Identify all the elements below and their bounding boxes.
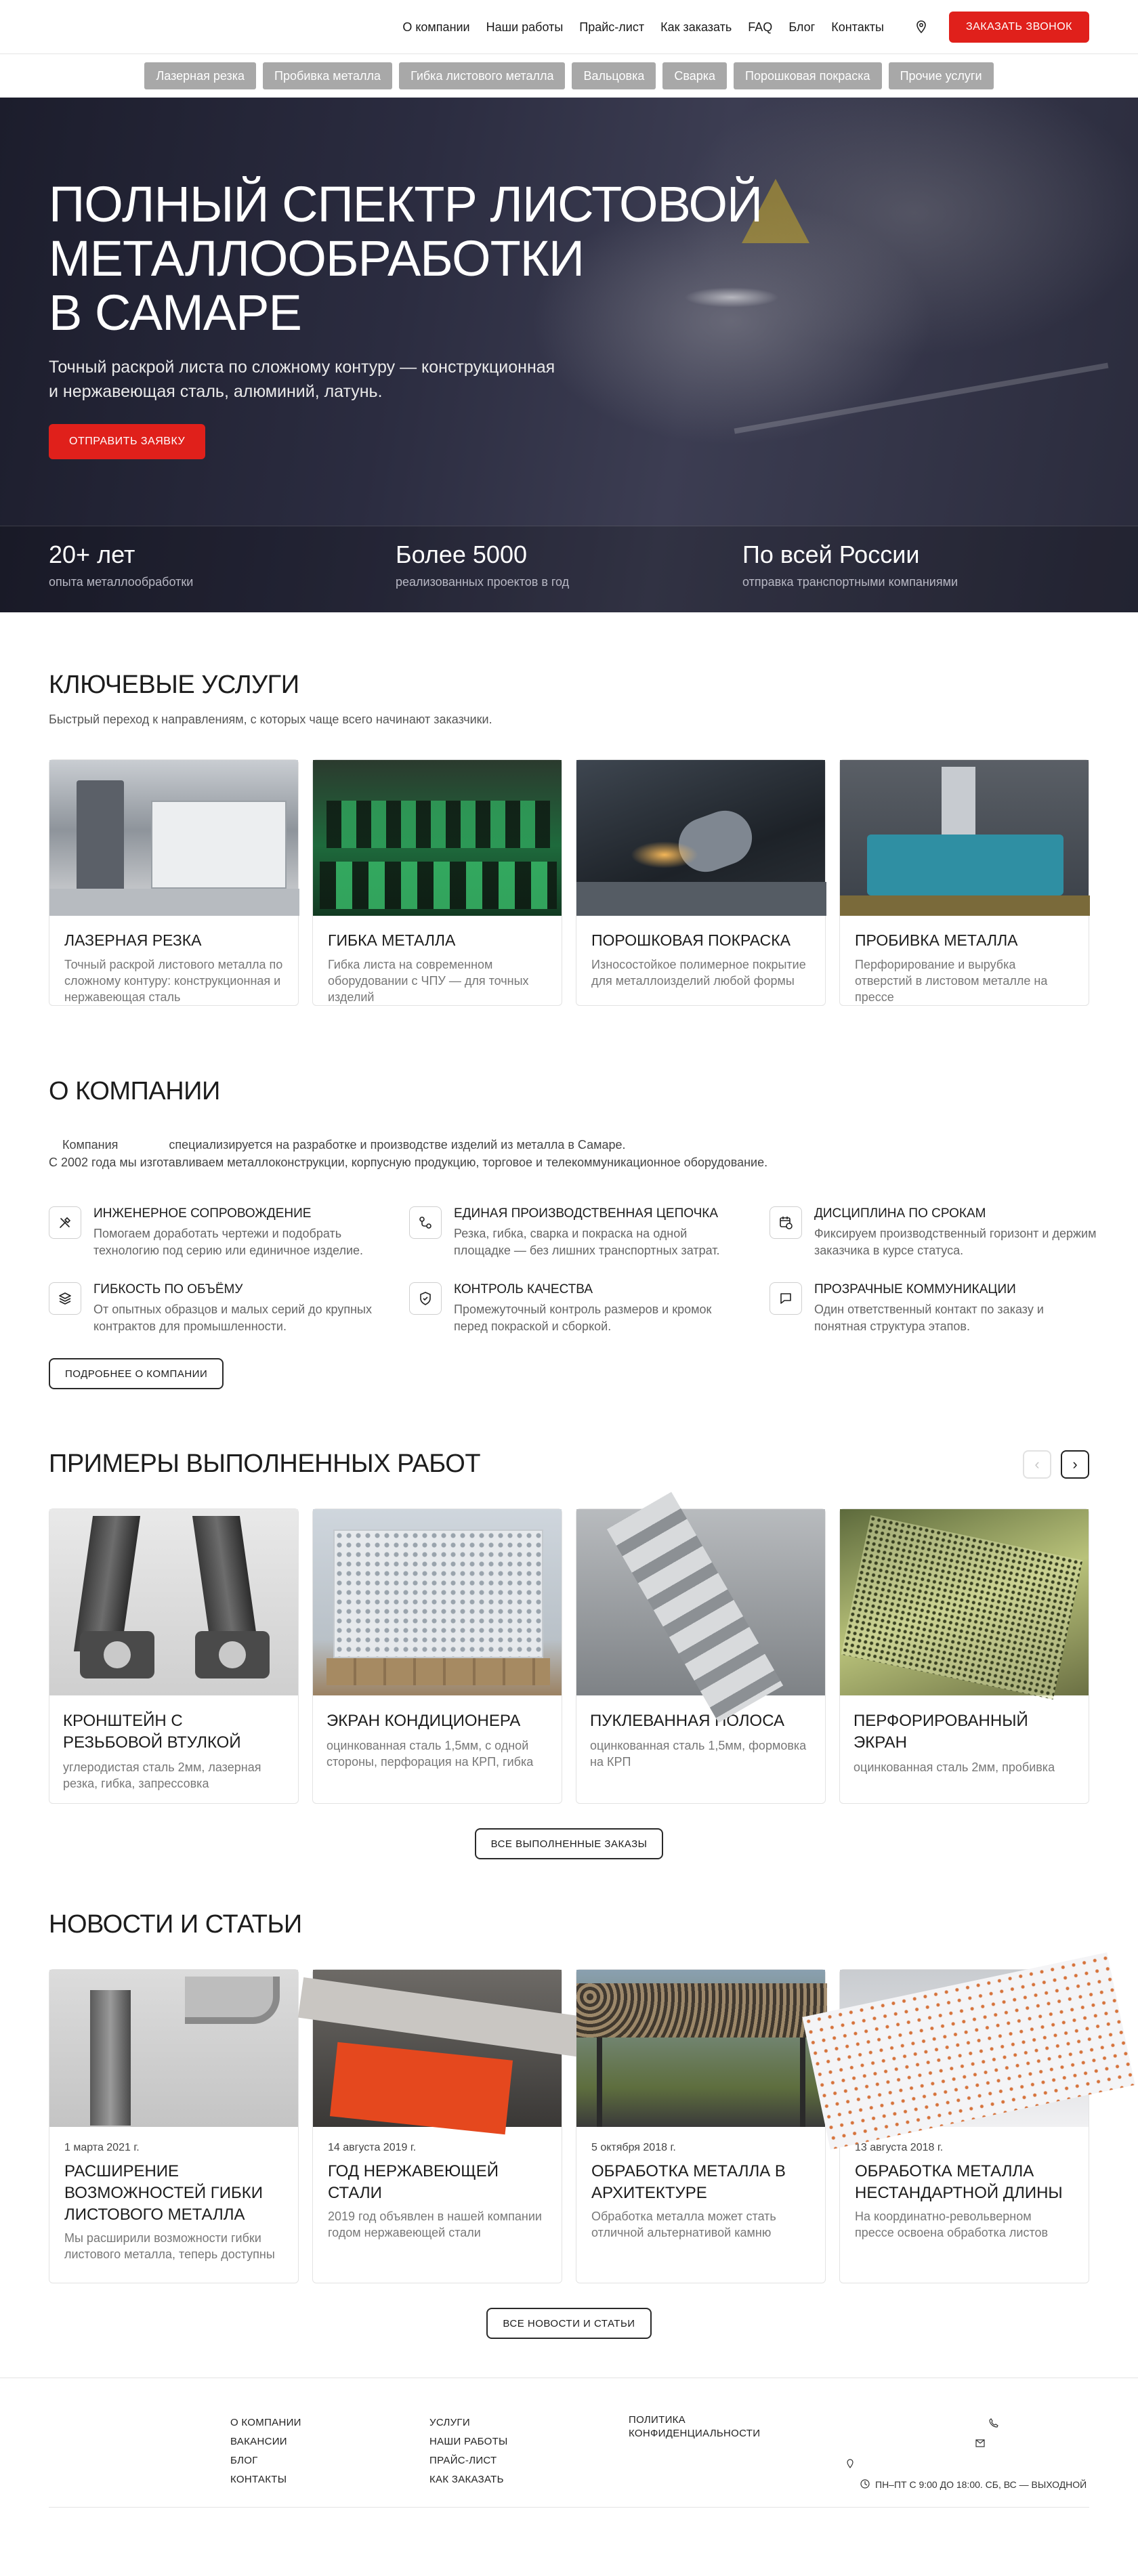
subnav-powder-coating[interactable]: Порошковая покраска [734, 62, 882, 89]
about-section [49, 1077, 1097, 1389]
location-pin-icon [847, 2459, 854, 2470]
hero-title-line: В САМАРЕ [49, 284, 301, 341]
footer-link[interactable]: НАШИ РАБОТЫ [429, 2436, 508, 2447]
hero-title-line: МЕТАЛЛООБРАБОТКИ [49, 230, 585, 287]
site-footer [0, 2378, 1138, 2576]
footer-link[interactable]: ПРАЙС-ЛИСТ [429, 2455, 497, 2466]
stat-value: Более 5000 [396, 541, 527, 568]
key-services-section [49, 671, 1089, 1006]
work-title: ПУКЛЕВАННАЯ ПОЛОСА [590, 1712, 785, 1730]
subnav-laser-cutting[interactable]: Лазерная резка [144, 62, 256, 89]
stat-value: 20+ лет [49, 541, 135, 568]
service-title: ПОРОШКОВАЯ ПОКРАСКА [591, 931, 791, 949]
footer-link[interactable]: ВАКАНСИИ [230, 2436, 287, 2447]
hero-section [0, 98, 1138, 612]
feature-volume [49, 1282, 409, 1335]
feature-engineering [49, 1206, 409, 1259]
subnav-rolling[interactable]: Вальцовка [572, 62, 656, 89]
news-card[interactable] [576, 1969, 826, 2283]
service-text: Перфорирование и вырубка отверстий в листовом металле на прессе [855, 958, 1048, 1004]
work-photo-ac-screen [313, 1509, 562, 1695]
work-card[interactable] [312, 1508, 562, 1804]
work-photo-perforated-screen [840, 1509, 1089, 1695]
feature-deadlines [770, 1206, 1097, 1259]
footer-location-row [840, 2454, 1097, 2474]
news-title: ОБРАБОТКА МЕТАЛЛА НЕСТАНДАРТНОЙ ДЛИНЫ [855, 2162, 1063, 2202]
hero-title-line: ПОЛНЫЙ СПЕКТР ЛИСТОВОЙ [49, 176, 763, 232]
about-description [49, 1118, 1089, 1189]
more-about-company-button[interactable]: ПОДРОБНЕЕ О КОМПАНИИ [49, 1358, 224, 1389]
section-title: О КОМПАНИИ [49, 1077, 220, 1105]
feature-communication [770, 1282, 1089, 1335]
news-title: РАСШИРЕНИЕ ВОЗМОЖНОСТЕЙ ГИБКИ ЛИСТОВОГО МЕТАЛЛА [64, 2162, 264, 2224]
work-text: оцинкованная сталь 2мм, пробивка [854, 1760, 1055, 1774]
service-photo-grinding [576, 760, 825, 916]
order-callback-button[interactable]: ЗАКАЗАТЬ ЗВОНОК [949, 12, 1089, 43]
feature-quality [409, 1282, 770, 1335]
service-card-powder-coating[interactable] [576, 759, 826, 1006]
footer-hours-row [840, 2474, 1097, 2495]
service-title: ГИБКА МЕТАЛЛА [328, 931, 456, 949]
work-text: оцинкованная сталь 1,5мм, с одной стороны, перфорация на КРП, гибка [326, 1739, 534, 1769]
news-title: ОБРАБОТКА МЕТАЛЛА В АРХИТЕКТУРЕ [591, 2162, 786, 2202]
news-date: 1 марта 2021 г. [64, 2142, 140, 2153]
carousel-next-button[interactable]: › [1061, 1450, 1089, 1479]
footer-link-privacy[interactable]: ПОЛИТИКА КОНФИДЕНЦИАЛЬНОСТИ [629, 2414, 761, 2439]
news-text: Мы расширили возможности гибки листового металла, теперь доступны [64, 2231, 275, 2261]
news-text: Обработка металла может стать отличной альтернативой камню [591, 2210, 776, 2239]
stat-label: реализованных проектов в год [396, 575, 570, 589]
hero-title [49, 177, 794, 340]
news-card[interactable] [49, 1969, 299, 2283]
news-photo-steel-sheets [313, 1970, 562, 2127]
feature-text: От опытных образцов и малых серий до крупных контрактов для промышленности. [93, 1303, 372, 1333]
footer-link[interactable]: УСЛУГИ [429, 2417, 470, 2428]
news-date: 5 октября 2018 г. [591, 2142, 676, 2153]
feature-production-chain [409, 1206, 770, 1259]
service-photo-laser [49, 760, 298, 916]
news-text: 2019 год объявлен в нашей компании годом нержавеющей стали [328, 2210, 542, 2239]
feature-text: Один ответственный контакт по заказу и понятная структура этапов. [814, 1303, 1044, 1333]
footer-column-services [429, 2413, 629, 2489]
feature-text: Фиксируем производственный горизонт и держим заказчика в курсе статуса. [814, 1227, 1097, 1257]
nav-works[interactable]: Наши работы [486, 20, 564, 34]
service-text: Точный раскрой листового металла по сложному контуру: конструкционная и нержавеющая сталь [64, 958, 283, 1004]
work-card[interactable] [839, 1508, 1089, 1804]
hero-lead: Точный раскрой листа по сложному контуру — конструкционная и нержавеющая сталь, алюминий, латунь. [49, 358, 555, 401]
stat-value: По всей России [742, 541, 920, 568]
work-photo-embossed-strip [576, 1509, 825, 1695]
stat-experience [49, 526, 396, 589]
feature-title: ГИБКОСТЬ ПО ОБЪЁМУ [93, 1282, 243, 1296]
feature-title: ЕДИНАЯ ПРОИЗВОДСТВЕННАЯ ЦЕПОЧКА [454, 1206, 718, 1221]
news-text: На координатно-револьверном прессе освоена обработка листов [855, 2210, 1049, 2239]
subnav-punching[interactable]: Пробивка металла [263, 62, 392, 89]
feature-title: ДИСЦИПЛИНА ПО СРОКАМ [814, 1206, 986, 1221]
feature-text: Помогаем доработать чертежи и подобрать технологию под серию или единичное изделие. [93, 1227, 364, 1257]
footer-column-company [230, 2413, 429, 2489]
service-text: Гибка листа на современном оборудовании с ЧПУ — для точных изделий [328, 958, 529, 1004]
map-pin-icon[interactable] [914, 20, 929, 35]
service-title: ЛАЗЕРНАЯ РЕЗКА [64, 931, 202, 949]
stat-label: отправка транспортными компаниями [742, 575, 958, 589]
feature-title: ИНЖЕНЕРНОЕ СОПРОВОЖДЕНИЕ [93, 1206, 312, 1221]
work-title: ЭКРАН КОНДИЦИОНЕРА [326, 1712, 521, 1730]
section-title: НОВОСТИ И СТАТЬИ [49, 1910, 302, 1939]
work-card[interactable] [49, 1508, 299, 1804]
news-date: 14 августа 2019 г. [328, 2142, 417, 2153]
chain-icon [409, 1206, 442, 1239]
chat-icon [770, 1282, 802, 1315]
news-card[interactable] [312, 1969, 562, 2283]
hero-stats [0, 526, 1138, 612]
footer-link[interactable]: О КОМПАНИИ [230, 2417, 301, 2428]
service-card-punching[interactable] [839, 759, 1089, 1006]
feature-title: ПРОЗРАЧНЫЕ КОММУНИКАЦИИ [814, 1282, 1016, 1296]
footer-link[interactable]: БЛОГ [230, 2455, 258, 2466]
nav-price[interactable]: Прайс-лист [579, 20, 645, 34]
service-card-laser[interactable] [49, 759, 299, 1006]
nav-how-to-order[interactable]: Как заказать [660, 20, 732, 34]
stat-label: опыта металлообработки [49, 575, 194, 589]
stat-delivery [742, 526, 1089, 589]
news-photo-bent-metal [49, 1970, 298, 2127]
feature-text: Промежуточный контроль размеров и кромок перед покраской и сборкой. [454, 1303, 712, 1333]
about-line: С 2002 года мы изготавливаем металлоконструкции, корпусную продукцию, торговое и телекоммуникационное оборудование. [49, 1156, 768, 1169]
news-section [49, 1910, 1089, 2339]
working-hours: ПН–ПТ С 9:00 ДО 18:00. СБ, ВС — ВЫХОДНОЙ [875, 2479, 1087, 2490]
works-section [49, 1450, 1089, 1859]
nav-faq[interactable]: FAQ [748, 20, 773, 34]
footer-divider [49, 2507, 1089, 2508]
mail-icon [975, 2438, 985, 2449]
news-photo-architecture [576, 1970, 825, 2127]
footer-contacts [840, 2413, 1097, 2495]
work-title: ПЕРФОРИРОВАННЫЙ ЭКРАН [854, 1712, 1028, 1752]
subnav-sheet-bending[interactable]: Гибка листового металла [399, 62, 565, 89]
work-title: КРОНШТЕЙН С РЕЗЬБОВОЙ ВТУЛКОЙ [63, 1712, 241, 1752]
footer-link[interactable]: КАК ЗАКАЗАТЬ [429, 2474, 504, 2485]
carousel-prev-button[interactable]: ‹ [1023, 1450, 1051, 1479]
news-date: 13 августа 2018 г. [855, 2142, 944, 2153]
section-title: ПРИМЕРЫ ВЫПОЛНЕННЫХ РАБОТ [49, 1450, 481, 1478]
phone-icon [989, 2418, 998, 2430]
all-orders-button[interactable]: ВСЕ ВЫПОЛНЕННЫЕ ЗАКАЗЫ [475, 1828, 664, 1859]
footer-column-legal [629, 2413, 764, 2489]
calendar-clock-icon [770, 1206, 802, 1239]
send-request-button[interactable]: ОТПРАВИТЬ ЗАЯВКУ [49, 424, 205, 459]
tools-icon [49, 1206, 81, 1239]
footer-link[interactable]: КОНТАКТЫ [230, 2474, 287, 2485]
work-text: углеродистая сталь 2мм, лазерная резка, гибка, запрессовка [63, 1760, 261, 1790]
nav-blog[interactable]: Блог [788, 20, 816, 34]
news-title: ГОД НЕРЖАВЕЮЩЕЙ СТАЛИ [328, 2162, 499, 2202]
all-news-button[interactable]: ВСЕ НОВОСТИ И СТАТЬИ [486, 2308, 651, 2339]
about-line: Компания специализируется на разработке и производстве изделий из металла в Самаре. [62, 1138, 626, 1152]
top-navigation [402, 20, 884, 35]
services-subnav [0, 54, 1138, 98]
service-photo-bending [313, 760, 562, 916]
subnav-welding[interactable]: Сварка [662, 62, 727, 89]
work-card[interactable] [576, 1508, 826, 1804]
news-card[interactable] [839, 1969, 1089, 2283]
work-text: оцинкованная сталь 1,5мм, формовка на КРП [590, 1739, 807, 1769]
news-photo-long-sheet [840, 1970, 1089, 2127]
clock-icon [860, 2479, 870, 2491]
feature-text: Резка, гибка, сварка и покраска на одной площадке — без лишних транспортных затрат. [454, 1227, 720, 1257]
service-card-bending[interactable] [312, 759, 562, 1006]
work-photo-bracket [49, 1509, 298, 1695]
section-subtitle: Быстрый переход к направлениям, с которых чаще всего начинают заказчики. [49, 713, 492, 726]
service-text: Износостойкое полимерное покрытие для металлоизделий любой формы [591, 958, 806, 988]
footer-email-row [840, 2434, 1097, 2454]
layers-icon [49, 1282, 81, 1315]
footer-phone-row [840, 2413, 1097, 2434]
service-title: ПРОБИВКА МЕТАЛЛА [855, 931, 1018, 949]
site-header [0, 0, 1138, 54]
section-title: КЛЮЧЕВЫЕ УСЛУГИ [49, 671, 299, 699]
shield-check-icon [409, 1282, 442, 1315]
nav-contacts[interactable]: Контакты [831, 20, 884, 34]
feature-title: КОНТРОЛЬ КАЧЕСТВА [454, 1282, 593, 1296]
subnav-other-services[interactable]: Прочие услуги [889, 62, 994, 89]
stat-projects [396, 526, 742, 589]
service-photo-drilling [840, 760, 1089, 916]
nav-about[interactable]: О компании [402, 20, 470, 34]
